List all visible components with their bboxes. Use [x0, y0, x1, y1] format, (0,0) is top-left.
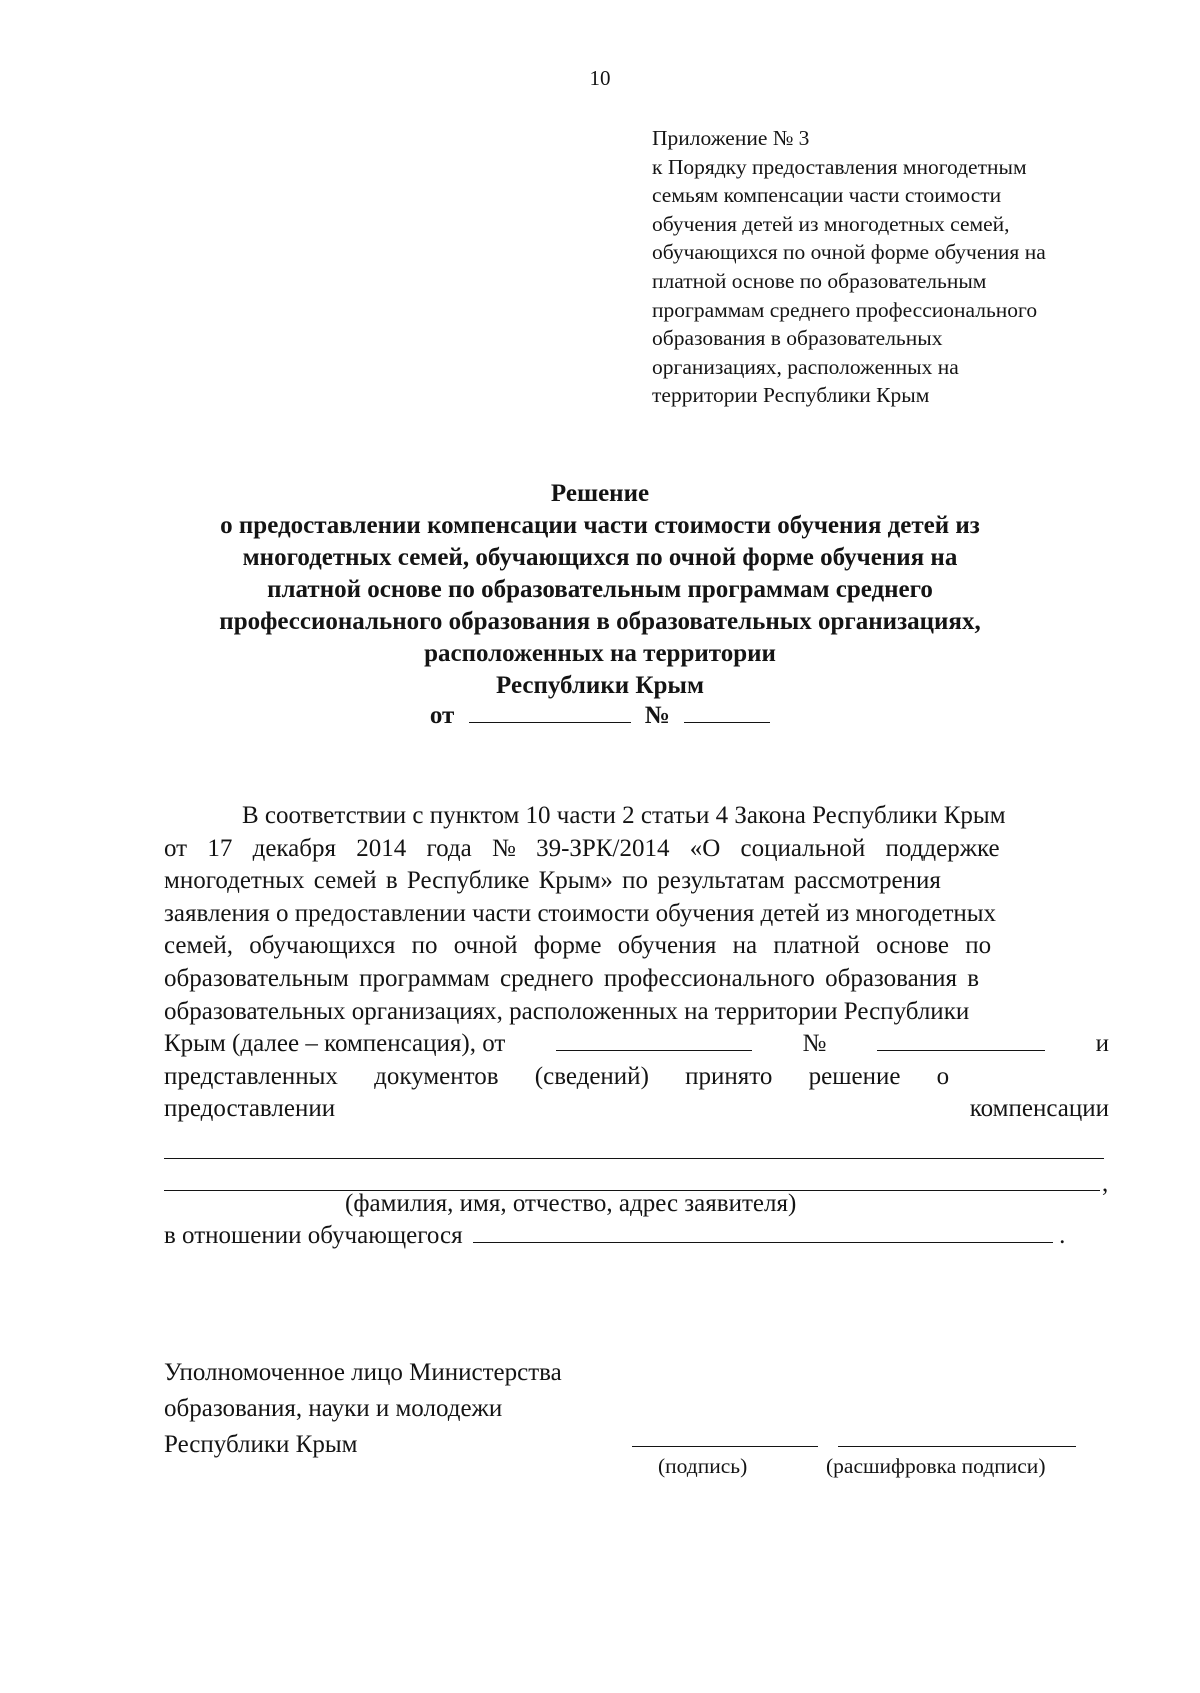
official-line: Уполномоченное лицо Министерства	[164, 1359, 562, 1386]
appendix-line: обучения детей из многодетных семей,	[652, 211, 1010, 236]
application-number-blank	[877, 1030, 1045, 1051]
title-line: многодетных семей, обучающихся по очной форме обучения на	[242, 544, 958, 571]
title-line: о предоставлении компенсации части стоимости обучения детей из	[220, 512, 980, 539]
applicant-fill-line-1	[164, 1158, 1104, 1159]
title-line: профессионального образования в образовательных организациях,	[219, 608, 981, 635]
official-line: образования, науки и молодежи	[164, 1395, 503, 1422]
body-line: от 17 декабря 2014 года № 39-ЗРК/2014 «О социальной поддержке	[164, 834, 1000, 862]
official-line: Республики Крым	[164, 1431, 358, 1458]
body-line: семей, обучающихся по очной форме обучения на платной основе по	[164, 932, 992, 960]
signature-decoding-caption: (расшифровка подписи)	[826, 1454, 1046, 1478]
date-prefix: от	[429, 702, 455, 729]
title-heading: Решение	[550, 480, 650, 507]
appendix-line: организациях, расположенных на	[652, 354, 959, 379]
page-number: 10	[589, 66, 611, 90]
decision-date-number-line	[0, 702, 1200, 730]
student-prefix: в отношении обучающегося	[164, 1222, 463, 1249]
title-line: Республики Крым	[496, 672, 704, 699]
body-line: предоставлении компенсации	[164, 1095, 1109, 1123]
body-line: В соответствии с пунктом 10 части 2 статьи 4 Закона Республики Крым	[242, 802, 1006, 829]
document-title	[0, 478, 1200, 702]
date-blank	[469, 702, 631, 723]
number-blank	[684, 702, 770, 723]
applicant-caption: (фамилия, имя, отчество, адрес заявителя)	[345, 1190, 797, 1217]
appendix-line: программам среднего профессионального	[652, 297, 1038, 322]
appendix-line: обучающихся по очной форме обучения на	[652, 240, 1046, 265]
authorized-official	[164, 1355, 562, 1463]
appendix-line: к Порядку предоставления многодетным	[652, 154, 1027, 179]
body-line: многодетных семей в Республике Крым» по результатам рассмотрения	[164, 867, 941, 895]
body-line: образовательным программам среднего профессионального образования в	[164, 964, 980, 992]
appendix-line: территории Республики Крым	[652, 383, 930, 408]
decision-body	[164, 800, 1109, 1126]
title-line: расположенных на территории	[424, 640, 776, 667]
body-line: Крым (далее – компенсация), от № и	[164, 1030, 1109, 1058]
appendix-line: платной основе по образовательным	[652, 268, 987, 293]
body-line: образовательных организациях, расположенных на территории Республики	[164, 997, 970, 1025]
number-sign: №	[644, 702, 670, 729]
body-line: представленных документов (сведений) принято решение о	[164, 1062, 950, 1090]
body-line: заявления о предоставлении части стоимости обучения детей из многодетных	[164, 899, 997, 927]
signature-decoding-line	[838, 1446, 1076, 1447]
comma: ,	[1102, 1170, 1109, 1197]
appendix-line: образования в образовательных	[652, 326, 943, 351]
student-end: .	[1059, 1222, 1066, 1249]
application-date-blank	[556, 1030, 752, 1051]
student-blank	[473, 1222, 1053, 1243]
appendix-line: семьям компенсации части стоимости	[652, 183, 1002, 208]
appendix-header	[652, 124, 1122, 410]
title-line: платной основе по образовательным программам среднего	[267, 576, 933, 603]
signature-caption: (подпись)	[658, 1454, 748, 1478]
signature-line	[632, 1446, 818, 1447]
appendix-line: Приложение № 3	[652, 126, 810, 150]
student-line	[164, 1222, 1065, 1250]
